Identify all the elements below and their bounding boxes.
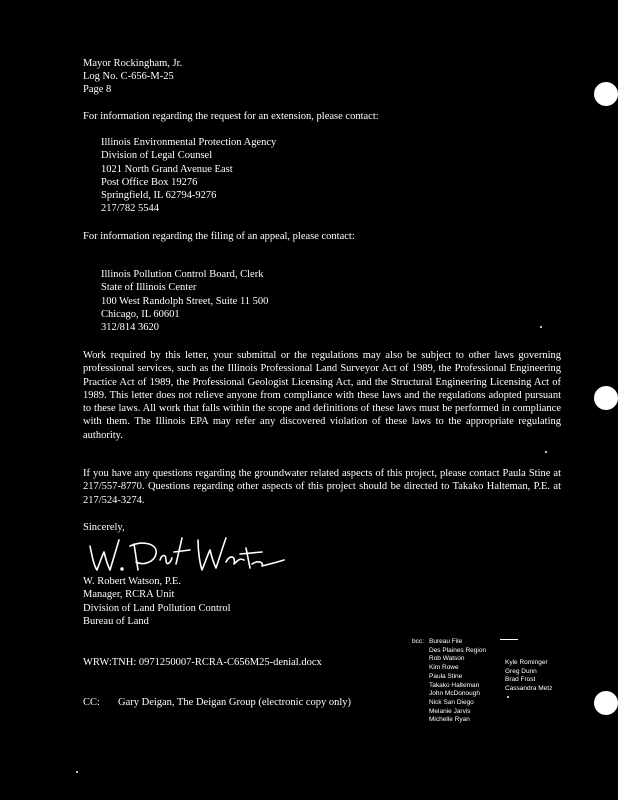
scan-speck xyxy=(540,326,542,328)
signatory-block xyxy=(83,575,231,628)
address-line: 100 West Randolph Street, Suite 11 500 xyxy=(101,295,269,307)
signature xyxy=(86,534,286,576)
bcc-item: Michelle Ryan xyxy=(429,716,470,724)
cc-label: CC: xyxy=(83,697,100,708)
address-line: Division of Legal Counsel xyxy=(101,150,213,162)
appeal-address xyxy=(101,268,268,334)
questions-paragraph: If you have any questions regarding the groundwater related aspects of this project, please contact Paula Stine at 217/557-8770. Questions regarding other aspects of this project should be directed to Takako Halteman, P.E. at 217/524-3274. xyxy=(83,468,561,506)
address-line: Springfield, IL 62794-9276 xyxy=(101,190,217,202)
bcc-item: Nick San Diego xyxy=(429,698,474,706)
signatory-division: Division of Land Pollution Control xyxy=(83,602,231,614)
scan-speck xyxy=(507,696,509,698)
header-log-number: Log No. C-656-M-25 xyxy=(83,71,174,82)
punch-hole-bottom xyxy=(594,691,618,715)
header-page-number: Page 8 xyxy=(83,84,112,95)
address-line: 312/814 3620 xyxy=(101,322,160,334)
bcc-list-secondary xyxy=(505,659,552,694)
signature-icon xyxy=(86,534,286,576)
bcc-item: Melanie Jarvis xyxy=(429,707,471,715)
bcc-label: bcc: xyxy=(412,638,424,645)
cc-recipient: Gary Deigan, The Deigan Group (electronic copy only) xyxy=(118,697,352,708)
laws-paragraph: Work required by this letter, your submittal or the regulations may also be subject to other laws governing professional services, such as the Illinois Professional Land Surveyor Act of 1989, the Professional Engineering Practice Act of 1989, the Professional Geologist Licensing Act, and the Structural Engineering Licensing Act of 1989. This letter does not relieve anyone from compliance with these laws and the regulations adopted pursuant to these laws. All work that falls within the scope and definitions of these laws must be performed in compliance with them. The Illinois EPA may refer any discovered violation of these laws to the appropriate regulating authority. xyxy=(83,350,561,441)
address-line: Illinois Environmental Protection Agency xyxy=(101,137,277,148)
address-line: 1021 North Grand Avenue East xyxy=(101,163,233,175)
closing-salutation: Sincerely, xyxy=(83,522,125,533)
bcc-item: Bureau File xyxy=(429,638,463,645)
bcc-item: Kyle Rominger xyxy=(505,659,548,666)
bcc-item: John McDonough xyxy=(429,690,480,698)
scan-speck xyxy=(76,771,78,773)
punch-hole-middle xyxy=(594,386,618,410)
bcc-item: Kim Rowe xyxy=(429,664,459,672)
appeal-intro: For information regarding the filing of an appeal, please contact: xyxy=(83,231,355,242)
extension-address xyxy=(101,136,276,216)
bcc-item: Rob Watson xyxy=(429,655,465,663)
bcc-item: Brad Frost xyxy=(505,676,536,684)
address-line: Illinois Pollution Control Board, Clerk xyxy=(101,269,264,280)
bcc-list-primary xyxy=(429,638,486,725)
bcc-item: Des Plaines Region xyxy=(429,646,487,654)
signatory-bureau: Bureau of Land xyxy=(83,615,149,627)
bcc-item: Greg Dunn xyxy=(505,667,537,675)
address-line: State of Illinois Center xyxy=(101,282,197,294)
scan-speck xyxy=(545,451,547,453)
address-line: 217/782 5544 xyxy=(101,203,160,215)
signatory-name: W. Robert Watson, P.E. xyxy=(83,576,182,587)
bcc-item: Paula Stine xyxy=(429,672,463,680)
header-recipient: Mayor Rockingham, Jr. xyxy=(83,58,183,69)
bcc-item: Cassandra Metz xyxy=(505,685,553,693)
bcc-mark xyxy=(500,639,518,640)
address-line: Post Office Box 19276 xyxy=(101,176,198,188)
signatory-title: Manager, RCRA Unit xyxy=(83,589,175,601)
bcc-item: Takako Halteman xyxy=(429,681,480,689)
address-line: Chicago, IL 60601 xyxy=(101,308,180,320)
extension-intro: For information regarding the request for an extension, please contact: xyxy=(83,111,379,122)
reference-line: WRW:TNH: 0971250007-RCRA-C656M25-denial.docx xyxy=(83,657,322,668)
punch-hole-top xyxy=(594,82,618,106)
